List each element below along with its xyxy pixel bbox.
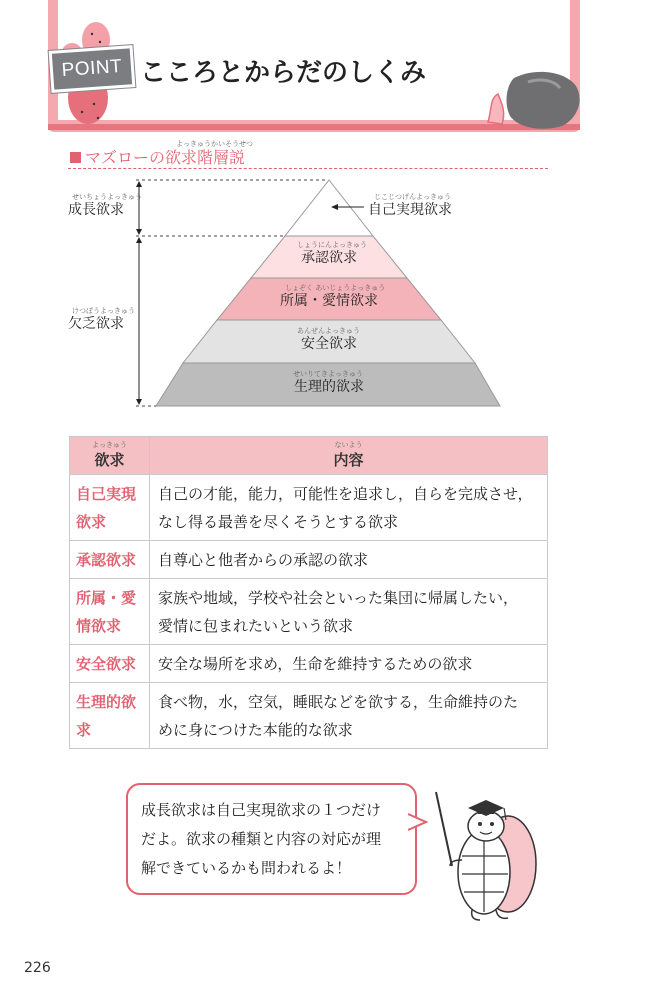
table-row — [70, 645, 548, 683]
content-line: 自尊心と他者からの承認の欲求 — [158, 550, 369, 569]
pyramid-label-love-belonging: 所属・愛情欲求 — [280, 293, 378, 309]
need-cell: 安全欲求 — [70, 645, 150, 683]
content-cell — [150, 645, 548, 683]
pyramid-label-safety: 安全欲求 — [301, 336, 357, 352]
level-4-ruby: あんぜんよっきゅう — [297, 327, 360, 335]
content-cell — [150, 475, 548, 541]
rock-illustration — [484, 68, 584, 132]
level-2-ruby: しょうにんよっきゅう — [297, 241, 367, 249]
content-cell — [150, 579, 548, 645]
header-content-text: 内容 — [333, 451, 364, 469]
needs-table — [69, 436, 548, 749]
pyramid-label-self-actualization: 自己実現欲求 — [368, 202, 452, 218]
table-row — [70, 475, 548, 541]
point-badge: POINT — [49, 45, 136, 93]
bubble-line: だよ。欲求の種類と内容の対応が理 — [141, 830, 382, 848]
section-title-text: マズローの欲求階層説 — [85, 148, 246, 167]
content-line: 愛情に包まれたいという欲求 — [158, 616, 354, 635]
content-cell — [150, 541, 548, 579]
need-cell: 承認欲求 — [70, 541, 150, 579]
pyramid-level-self-actualization — [285, 180, 373, 236]
level-3-ruby: しょぞく あいじょうよっきゅう — [285, 284, 386, 292]
page-title: こころとからだのしくみ — [140, 58, 427, 88]
turtle-teacher-icon — [422, 786, 542, 926]
growth-need-label: 成長欲求 — [68, 202, 124, 218]
table-row — [70, 579, 548, 645]
level-1-ruby: じこじつげんよっきゅう — [374, 193, 451, 201]
section-title-ruby: よっきゅうかいそうせつ — [176, 140, 253, 148]
need-cell: 自己実現欲求 — [70, 475, 150, 541]
section-title — [70, 145, 245, 168]
need-cell: 所属・愛情欲求 — [70, 579, 150, 645]
need-cell: 生理的欲求 — [70, 683, 150, 749]
level-5-ruby: せいりてきよっきゅう — [293, 370, 363, 378]
header-need-text: 欲求 — [94, 451, 125, 469]
growth-ruby: せいちょうよっきゅう — [72, 193, 142, 201]
header-content-ruby: ないよう — [334, 441, 363, 449]
content-line: 家族や地域，学校や社会といった集団に帰属したい， — [158, 588, 519, 607]
pyramid-label-esteem: 承認欲求 — [301, 250, 357, 266]
content-line: 安全な場所を求め，生命を維持するための欲求 — [158, 654, 473, 673]
header-need-ruby: よっきゅう — [92, 441, 127, 449]
table-row — [70, 683, 548, 749]
content-line: 自己の才能，能力，可能性を追求し，自らを完成させ， — [158, 484, 533, 503]
bubble-line: 成長欲求は自己実現欲求の１つだけ — [141, 801, 382, 819]
speech-bubble-text — [141, 796, 403, 883]
deficiency-ruby: けつぼうよっきゅう — [72, 307, 135, 315]
table-header-content — [150, 437, 548, 475]
content-line: 食べ物，水，空気，睡眠などを欲する，生命維持のた — [158, 692, 519, 711]
section-rule — [68, 168, 548, 169]
table-header-row — [70, 437, 548, 475]
table-row — [70, 541, 548, 579]
content-line: なし得る最善を尽くそうとする欲求 — [158, 512, 399, 531]
page-number: 226 — [24, 960, 51, 976]
section-square-icon — [70, 152, 81, 163]
pyramid-label-physiological: 生理的欲求 — [294, 379, 364, 395]
deficiency-need-label: 欠乏欲求 — [68, 316, 124, 332]
table-header-need — [70, 437, 150, 475]
content-cell — [150, 683, 548, 749]
content-line: めに身につけた本能的な欲求 — [158, 720, 353, 739]
bubble-line: 解できているかも問われるよ！ — [141, 859, 352, 877]
